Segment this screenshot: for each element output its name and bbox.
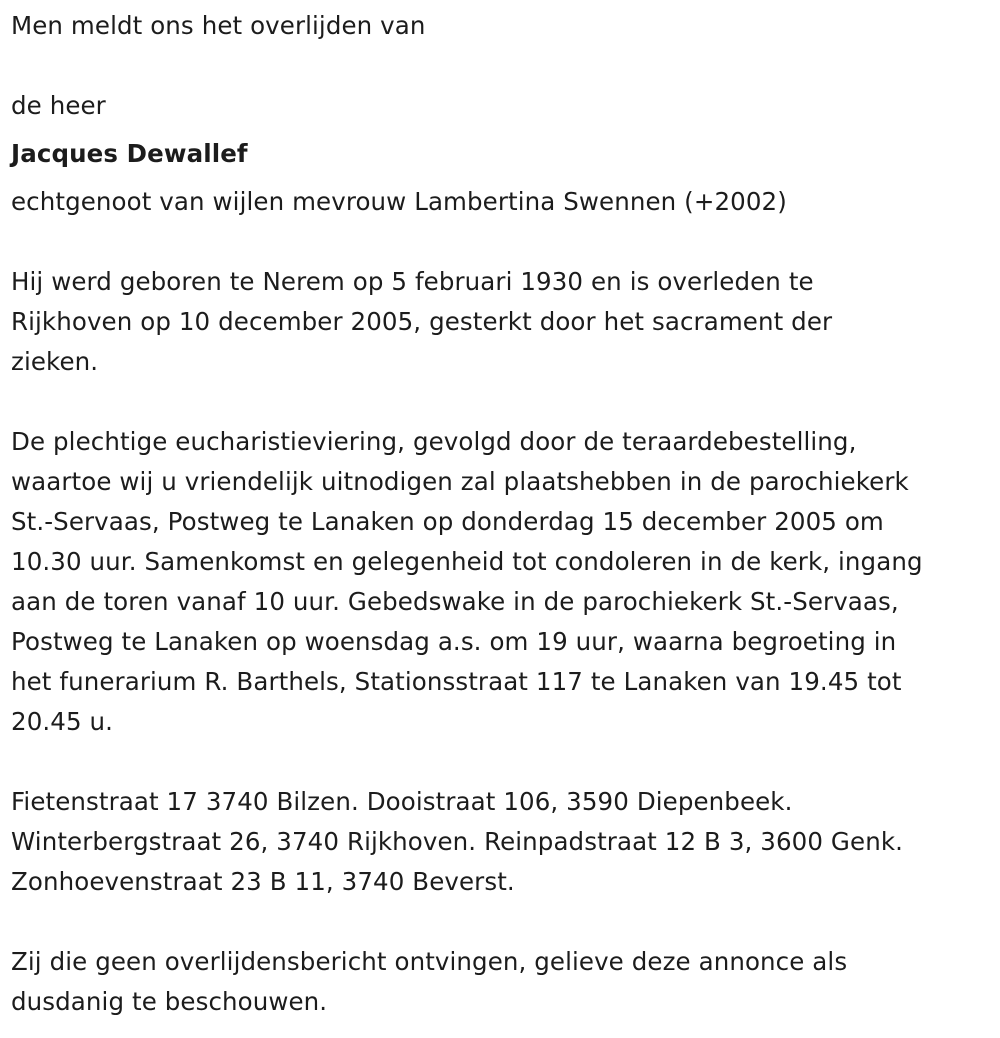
paragraph-line: Zij die geen overlijdensbericht ontvingen, gelieve deze annonce als <box>11 947 848 976</box>
paragraph-line: Rijkhoven op 10 december 2005, gesterkt door het sacrament der <box>11 307 833 336</box>
paragraph-line: De plechtige eucharistieviering, gevolgd door de teraardebestelling, <box>11 427 857 456</box>
paragraph-line: aan de toren vanaf 10 uur. Gebedswake in de parochiekerk St.-Servaas, <box>11 587 899 616</box>
paragraph-line: St.-Servaas, Postweg te Lanaken op donderdag 15 december 2005 om <box>11 507 884 536</box>
paragraph-line: 10.30 uur. Samenkomst en gelegenheid tot condoleren in de kerk, ingang <box>11 547 923 576</box>
spouse-text: echtgenoot van wijlen mevrouw Lambertina Swennen (+2002) <box>11 187 787 216</box>
paragraph-line: 20.45 u. <box>11 707 114 736</box>
intro-text: Men meldt ons het overlijden van <box>11 11 426 40</box>
paragraph-line: Postweg te Lanaken op woensdag a.s. om 19 uur, waarna begroeting in <box>11 627 897 656</box>
paragraph-line: Hij werd geboren te Nerem op 5 februari 1930 en is overleden te <box>11 267 814 296</box>
paragraph-line: Winterbergstraat 26, 3740 Rijkhoven. Reinpadstraat 12 B 3, 3600 Genk. <box>11 827 903 856</box>
deceased-name: Jacques Dewallef <box>11 139 248 168</box>
service-paragraph <box>11 422 923 742</box>
paragraph-line: dusdanig te beschouwen. <box>11 987 328 1016</box>
paragraph-line: Fietenstraat 17 3740 Bilzen. Dooistraat 106, 3590 Diepenbeek. <box>11 787 793 816</box>
paragraph-line: waartoe wij u vriendelijk uitnodigen zal plaatshebben in de parochiekerk <box>11 467 909 496</box>
paragraph-line: zieken. <box>11 347 99 376</box>
notice-paragraph <box>11 942 847 1022</box>
title-text: de heer <box>11 91 106 120</box>
addresses-paragraph <box>11 782 903 902</box>
paragraph-line: Zonhoevenstraat 23 B 11, 3740 Beverst. <box>11 867 515 896</box>
paragraph-line: het funerarium R. Barthels, Stationsstraat 117 te Lanaken van 19.45 tot <box>11 667 902 696</box>
birth-death-paragraph <box>11 262 832 382</box>
